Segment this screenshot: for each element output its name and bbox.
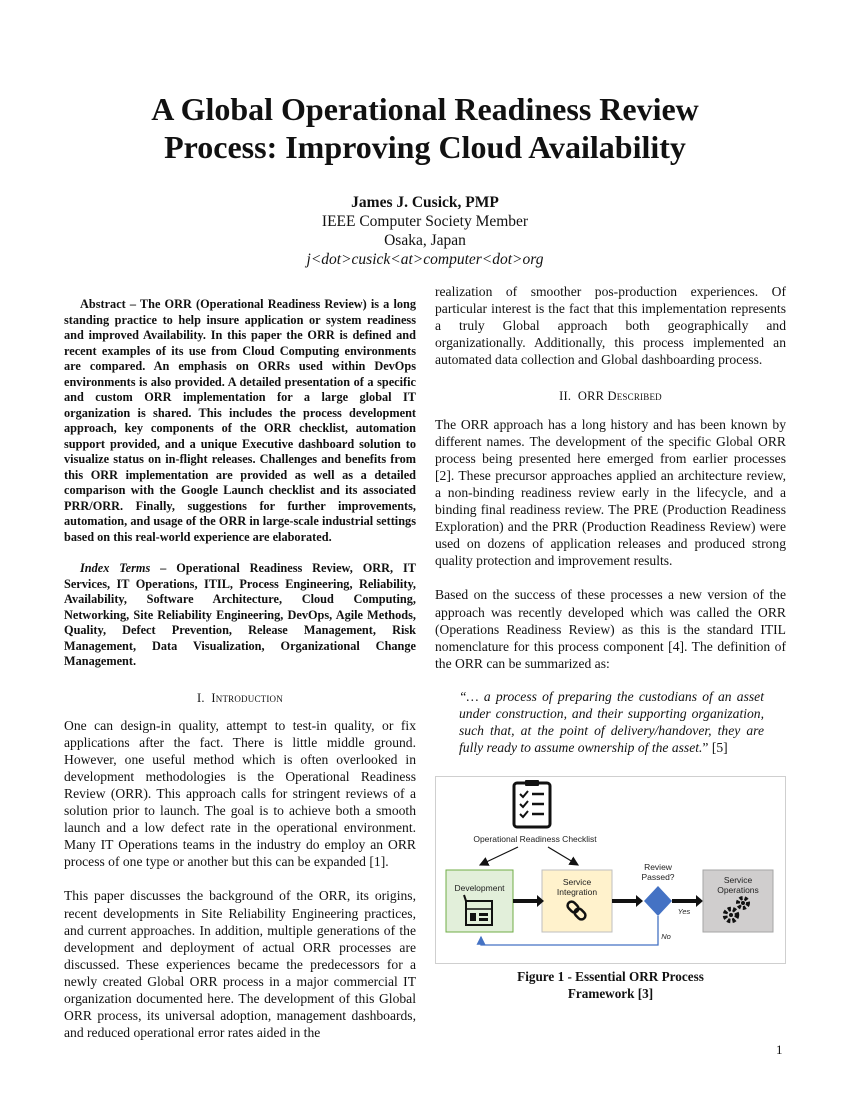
author-block — [0, 193, 850, 269]
orr-definition-quote — [459, 688, 764, 756]
left-column — [64, 297, 416, 1041]
orr-paragraph-2: Based on the success of these processes a new version of the approach was recently developed which was called the ORR (Operations Readiness Review) as this is the standard ITIL nomenclature for this process component [4]. The definition of the ORR can be summarized as: — [435, 587, 786, 671]
checklist-to-integration-arrow — [548, 847, 578, 865]
section-title: ORR Described — [577, 389, 662, 404]
checklist-label: Operational Readiness Checklist — [473, 834, 597, 845]
intro-paragraph-2: This paper discusses the background of the ORR, its origins, recent developments in Site Reliability Engineering practices, and current approaches. In addition, multiple generations of the development and deployment of actual ORR processes are discussed. These experiences became the predecessors for a newly created Global ORR process in a major commercial IT organization documented here. The development of this Global ORR process, its universal adoption, management dashboards, and reduced operational error rates aided in the — [64, 888, 416, 1041]
intro-paragraph-3: realization of smoother pos-production experiences. Of particular interest is the fact that this implementation represents a truly Global approach both geographically and organizationally. Additionally, this process implemented an automated data collection and Global dashboarding process. — [435, 284, 786, 368]
service-integration-label: Service Integration — [556, 877, 598, 898]
section-number: II. — [559, 389, 572, 404]
figure-caption — [435, 968, 786, 1002]
figure-1-diagram — [435, 776, 786, 964]
author-name: James J. Cusick, PMP — [351, 194, 499, 211]
caption-line-2: Framework [3] — [567, 986, 654, 1002]
abstract-lead: Abstract – — [80, 297, 140, 311]
index-terms-lead: Index Terms — [80, 561, 151, 575]
section-heading-introduction — [64, 690, 416, 707]
title-line-1: A Global Operational Readiness Review — [151, 91, 699, 127]
author-email: j<dot>cusick<at>computer<dot>org — [306, 251, 544, 268]
quote-text: “… a process of preparing the custodians of an asset under construction, and their supporting organization, such that, at the point of delivery/handover, they are fully ready to assume ownership of the asset. — [459, 688, 764, 756]
index-terms-text: – Operational Readiness Review, ORR, IT Services, IT Operations, ITIL, Process Engineering, Reliability, Availability, Software Architecture, Cloud Computing, Networking, Site Reliability Engineering, DevOps, Agile Methods, Quality, Defect Prevention, Release Management, Risk Management, Data Visualization, Organizational Change Management. — [64, 561, 416, 668]
author-affiliation: IEEE Computer Society Member — [321, 213, 529, 230]
caption-line-1: Figure 1 - Essential ORR Process — [517, 969, 704, 985]
review-decision-diamond — [644, 886, 672, 916]
checklist-icon — [514, 780, 550, 827]
paper-title — [0, 90, 850, 166]
right-column — [435, 283, 786, 1002]
section-number: I. — [197, 690, 205, 705]
author-location: Osaka, Japan — [384, 232, 466, 249]
quote-citation: ” [5] — [702, 740, 728, 756]
service-operations-label: Service Operations — [717, 875, 759, 896]
intro-paragraph-1: One can design-in quality, attempt to test-in quality, or fix applications after the fact. There is little middle ground. However, one useful method which is often overlooked in development methodologies is the Operational Readiness Review (ORR). This approach calls for stringent reviews of a solution prior to launch. The goal is to achieve both a smooth launch and a low defect rate in the operational environment. Many IT Operations teams in the industry do employ an ORR process of one type or another but this can be expanded [1]. — [64, 717, 416, 870]
process-framework-svg — [436, 777, 785, 963]
no-label: No — [661, 932, 671, 942]
yes-label: Yes — [677, 907, 691, 917]
abstract — [64, 297, 416, 545]
index-terms — [64, 561, 416, 670]
title-line-2: Process: Improving Cloud Availability — [164, 129, 686, 165]
page-number: 1 — [776, 1042, 783, 1057]
orr-paragraph-1: The ORR approach has a long history and has been known by different names. The development of the specific Global ORR process being presented here emerged from earlier processes [2]. These precursor approaches applied an architecture review, a non-binding readiness review early in the lifecycle, and a binding final readiness review. The PRE (Production Readiness Exploration) and the PRR (Production Readiness Review) were used on dozens of application releases and produced strong quality protection and improvement results. — [435, 416, 786, 569]
development-label: Development — [454, 883, 505, 894]
abstract-text: The ORR (Operational Readiness Review) is a long standing practice to help insure application or system readiness and improved Availability. In this paper the ORR is defined and recent examples of its use from Cloud Computing environments are compared. An emphasis on ORRs used within DevOps environments is also provided. A detailed presentation of a specific and custom ORR implementation for a large global IT organization is shared. This includes the process development approach, key components of the ORR checklist, automation support provided, and a unique Executive dashboard solution to visualize status on in-flight releases. Challenges and benefits from this ORR implementation are provided as well as a detailed comparison with the Google Launch checklist and its associated PRR/ORR. Finally, suggestions for further improvements, automation, and usage of the ORR in large-scale industrial settings based on this real-world experience are elaborated. — [64, 297, 416, 544]
review-passed-label: Review Passed? — [641, 862, 675, 883]
checklist-to-development-arrow — [480, 847, 518, 865]
section-heading-orr-described — [435, 388, 786, 405]
section-title: Introduction — [211, 690, 283, 705]
